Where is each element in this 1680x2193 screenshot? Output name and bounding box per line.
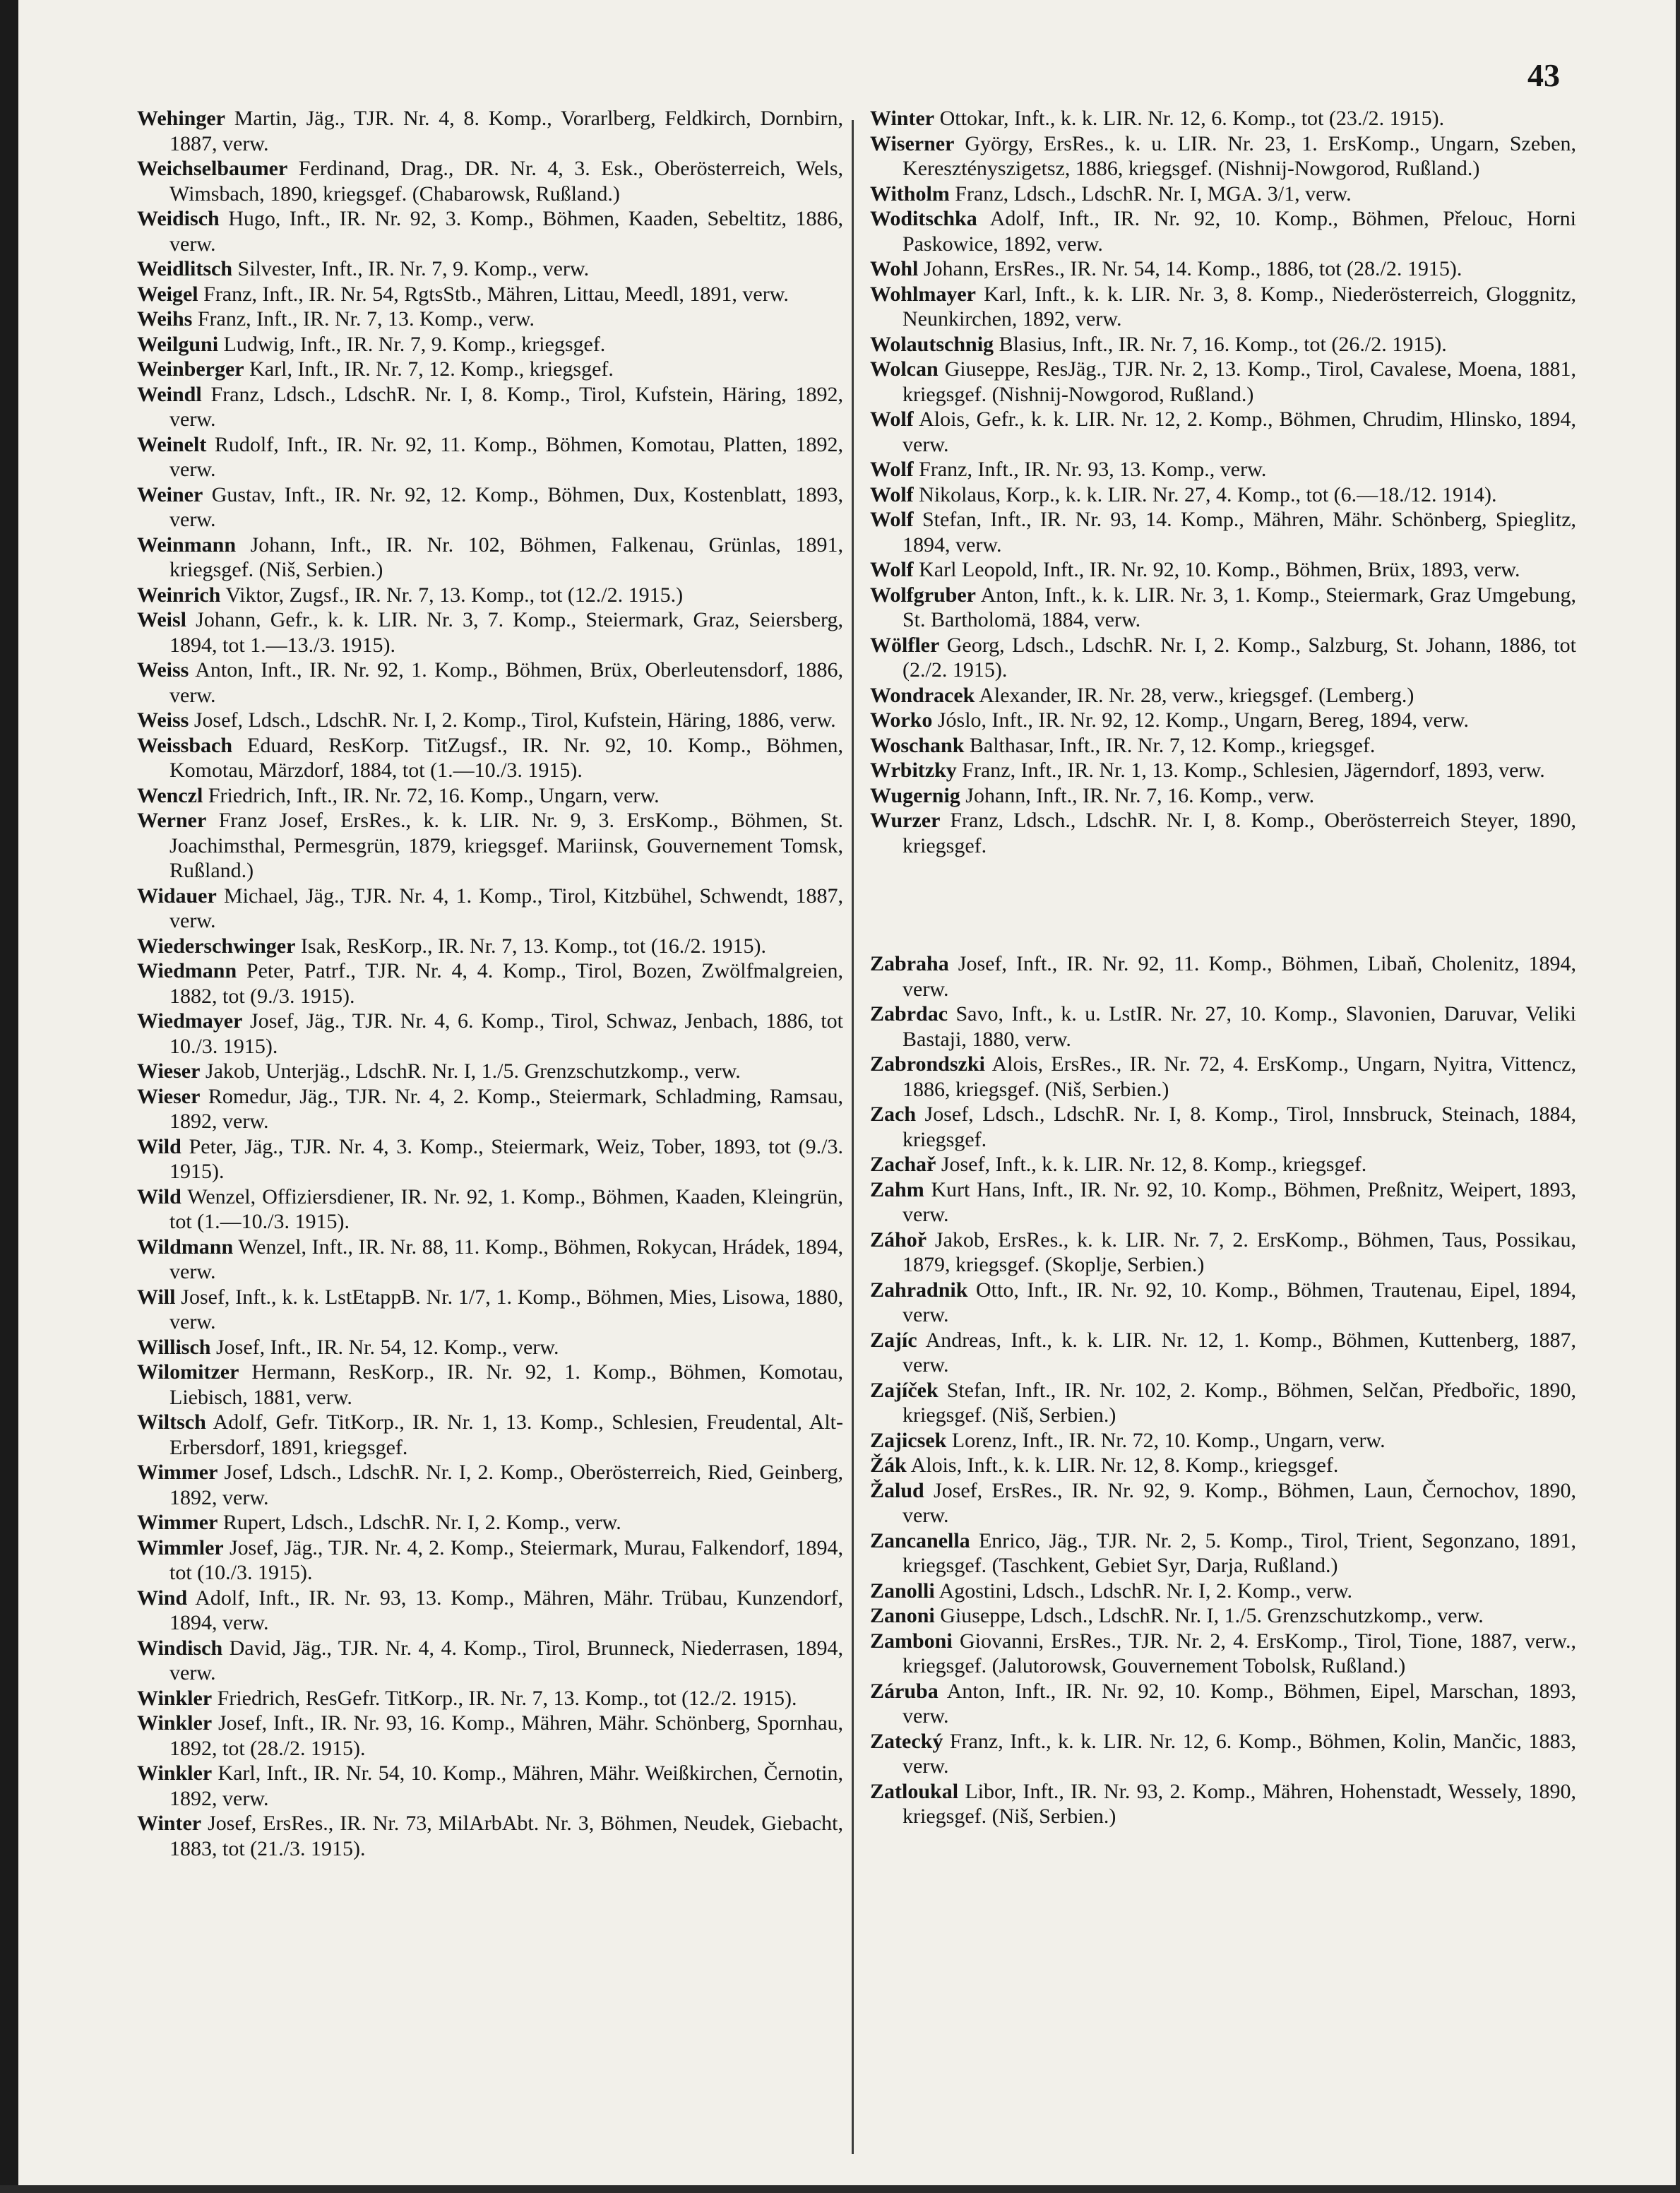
casualty-entry (137, 1059, 843, 1084)
entry-details: Alois, ErsRes., IR. Nr. 72, 4. ErsKomp., Ungarn, Nyitra, Vittencz, 1886, kriegsgef. (Niš, Serbien.) (902, 1052, 1576, 1101)
casualty-entry (870, 482, 1576, 508)
entry-surname: Wimmler (137, 1535, 224, 1559)
entry-surname: Weissbach (137, 733, 233, 757)
entry-details: Kurt Hans, Inft., IR. Nr. 92, 10. Komp., Böhmen, Preßnitz, Weipert, 1893, verw. (902, 1177, 1577, 1226)
entry-details: Jóslo, Inft., IR. Nr. 92, 12. Komp., Ungarn, Bereg, 1894, verw. (937, 708, 1469, 732)
casualty-entry (870, 357, 1576, 407)
casualty-entry (137, 783, 843, 809)
entry-details: Alois, Inft., k. k. LIR. Nr. 12, 8. Komp., kriegsgef. (910, 1454, 1339, 1477)
entry-surname: Wiedmann (137, 959, 237, 982)
entry-surname: Weinmann (137, 533, 237, 557)
entry-surname: Willisch (137, 1335, 211, 1359)
casualty-entry (137, 1811, 843, 1861)
entry-surname: Weinberger (137, 357, 244, 381)
entry-surname: Wolf (870, 458, 914, 481)
casualty-entry (870, 1629, 1576, 1679)
entry-surname: Wiederschwinger (137, 934, 296, 958)
entry-surname: Zahradnik (870, 1278, 968, 1302)
casualty-entry (137, 382, 843, 432)
column-divider (852, 120, 854, 2154)
entry-details: Silvester, Inft., IR. Nr. 7, 9. Komp., verw. (237, 257, 590, 280)
entry-surname: Wild (137, 1134, 181, 1158)
entry-surname: Weiss (137, 708, 189, 732)
entry-surname: Weinrich (137, 583, 221, 607)
entry-surname: Windisch (137, 1636, 223, 1660)
scan-edge-bottom (0, 2185, 1680, 2193)
entry-details: Eduard, ResKorp. TitZugsf., IR. Nr. 92, 10. Komp., Böhmen, Komotau, Märzdorf, 1884, tot (1.—10./3. 1915). (169, 733, 843, 782)
casualty-entry (137, 1009, 843, 1059)
entry-details: Ottokar, Inft., k. k. LIR. Nr. 12, 6. Komp., tot (23./2. 1915). (939, 107, 1445, 130)
casualty-entry (870, 1428, 1576, 1454)
entry-details: Anton, Inft., IR. Nr. 92, 10. Komp., Böhmen, Eipel, Marschan, 1893, verw. (902, 1679, 1576, 1728)
entry-details: Alois, Gefr., k. k. LIR. Nr. 12, 2. Komp., Böhmen, Chrudim, Hlinsko, 1894, verw. (902, 408, 1576, 456)
entry-surname: Wiltsch (137, 1410, 206, 1434)
entry-surname: Zahm (870, 1177, 924, 1201)
casualty-entry (870, 1052, 1576, 1102)
entry-details: Karl, Inft., IR. Nr. 54, 10. Komp., Mähren, Mähr. Weißkirchen, Černotin, 1892, verw. (169, 1761, 843, 1810)
entry-surname: Werner (137, 809, 207, 832)
entry-details: Michael, Jäg., TJR. Nr. 4, 1. Komp., Tirol, Kitzbühel, Schwendt, 1887, verw. (169, 884, 843, 932)
casualty-entry (870, 583, 1576, 633)
entry-surname: Weiner (137, 482, 203, 506)
casualty-entry (137, 1686, 843, 1711)
entry-surname: Wolcan (870, 357, 939, 381)
casualty-entry (137, 658, 843, 708)
casualty-entry (870, 1779, 1576, 1829)
entry-surname: Wolf (870, 558, 914, 581)
entry-details: Ludwig, Inft., IR. Nr. 7, 9. Komp., kriegsgef. (223, 332, 606, 356)
entry-details: Adolf, Inft., IR. Nr. 92, 10. Komp., Böhmen, Přelouc, Horni Paskowice, 1892, verw. (902, 207, 1576, 256)
casualty-entry (137, 958, 843, 1009)
entry-details: Josef, Inft., k. k. LstEtappB. Nr. 1/7, 1. Komp., Böhmen, Mies, Lisowa, 1880, verw. (169, 1285, 844, 1333)
entry-details: David, Jäg., TJR. Nr. 4, 4. Komp., Tirol, Brunneck, Niederrasen, 1894, verw. (169, 1636, 843, 1684)
entry-details: Franz, Inft., k. k. LIR. Nr. 12, 6. Komp., Böhmen, Kolin, Mančic, 1883, verw. (902, 1729, 1576, 1778)
entry-details: Josef, Ldsch., LdschR. Nr. I, 2. Komp., Tirol, Kufstein, Häring, 1886, verw. (193, 708, 836, 732)
casualty-entry (137, 583, 843, 608)
entry-surname: Winter (870, 107, 935, 130)
entry-surname: Zabrondszki (870, 1052, 985, 1076)
entry-surname: Wind (137, 1586, 188, 1610)
casualty-entry (870, 758, 1576, 783)
casualty-entry (870, 1228, 1576, 1278)
entry-details: Martin, Jäg., TJR. Nr. 4, 8. Komp., Vorarlberg, Feldkirch, Dornbirn, 1887, verw. (169, 107, 844, 155)
casualty-entry (870, 206, 1576, 256)
casualty-entry (870, 733, 1576, 759)
entry-details: Josef, Inft., k. k. LIR. Nr. 12, 8. Komp., kriegsgef. (941, 1153, 1367, 1176)
entry-surname: Zachař (870, 1153, 936, 1176)
casualty-entry (137, 1285, 843, 1335)
entry-details: Hugo, Inft., IR. Nr. 92, 3. Komp., Böhmen, Kaaden, Sebeltitz, 1886, verw. (169, 207, 843, 256)
entry-surname: Wildmann (137, 1235, 234, 1259)
entry-surname: Weichselbaumer (137, 157, 288, 180)
entry-details: Giovanni, ErsRes., TJR. Nr. 2, 4. ErsKomp., Tirol, Tione, 1887, verw., kriegsgef. (Jalutorowsk, Gouvernement Tobolsk, Rußland.) (902, 1629, 1576, 1677)
entry-surname: Wenczl (137, 783, 203, 807)
casualty-entry (870, 1528, 1576, 1579)
entry-surname: Zamboni (870, 1629, 953, 1653)
entry-surname: Záruba (870, 1679, 939, 1703)
casualty-entry (870, 633, 1576, 683)
casualty-entry (137, 282, 843, 307)
entry-surname: Weinelt (137, 432, 207, 456)
entry-surname: Zatloukal (870, 1779, 959, 1803)
casualty-entry (137, 1134, 843, 1184)
entry-surname: Wolfgruber (870, 583, 976, 607)
casualty-entry (870, 407, 1576, 457)
entry-surname: Wölfler (870, 633, 940, 657)
casualty-entry (137, 1761, 843, 1811)
entry-surname: Winter (137, 1812, 202, 1835)
entry-surname: Wolf (870, 508, 914, 531)
entry-details: Josef, Jäg., TJR. Nr. 4, 6. Komp., Tirol, Schwaz, Jenbach, 1886, tot 10./3. 1915). (169, 1009, 844, 1058)
entry-details: Alexander, IR. Nr. 28, verw., kriegsgef. (Lemberg.) (979, 683, 1414, 707)
entry-details: György, ErsRes., k. u. LIR. Nr. 23, 1. ErsKomp., Ungarn, Szeben, Keresztényszigetsz, 1886, kriegsgef. (Nishnij-Nowgorod, Rußland.) (902, 131, 1577, 180)
entry-surname: Wild (137, 1184, 181, 1208)
casualty-entry (870, 1603, 1576, 1629)
entry-surname: Will (137, 1285, 176, 1309)
entry-surname: Weilguni (137, 332, 219, 356)
entry-details: Hermann, ResKorp., IR. Nr. 92, 1. Komp., Böhmen, Komotau, Liebisch, 1881, verw. (169, 1360, 844, 1409)
casualty-entry (137, 1636, 843, 1686)
casualty-entry (137, 332, 843, 357)
entry-surname: Wimmer (137, 1511, 218, 1534)
right-column-w-section (870, 106, 1576, 858)
entry-surname: Wrbitzky (870, 759, 957, 782)
entry-surname: Winkler (137, 1686, 213, 1710)
casualty-entry (137, 733, 843, 783)
entry-details: Peter, Patrf., TJR. Nr. 4, 4. Komp., Tirol, Bozen, Zwölfmalgreien, 1882, tot (9./3. 1915). (169, 959, 843, 1008)
casualty-entry (137, 1510, 843, 1535)
entry-details: Friedrich, Inft., IR. Nr. 72, 16. Komp., Ungarn, verw. (208, 783, 660, 807)
casualty-entry (137, 106, 843, 156)
entry-surname: Widauer (137, 884, 217, 908)
casualty-entry (137, 307, 843, 332)
entry-surname: Zanolli (870, 1579, 935, 1603)
casualty-entry (137, 206, 843, 256)
casualty-entry (870, 332, 1576, 357)
casualty-entry (870, 106, 1576, 131)
entry-details: Josef, ErsRes., IR. Nr. 92, 9. Komp., Böhmen, Laun, Černochov, 1890, verw. (902, 1478, 1576, 1527)
casualty-entry (137, 482, 843, 533)
entry-details: Romedur, Jäg., TJR. Nr. 4, 2. Komp., Steiermark, Schladming, Ramsau, 1892, verw. (169, 1084, 844, 1133)
casualty-entry (870, 1679, 1576, 1729)
entry-surname: Wilomitzer (137, 1360, 239, 1384)
entry-details: Johann, Inft., IR. Nr. 102, Böhmen, Falkenau, Grünlas, 1891, kriegsgef. (Niš, Serbien.) (169, 533, 843, 581)
entry-surname: Weindl (137, 382, 202, 406)
entry-details: Adolf, Inft., IR. Nr. 93, 13. Komp., Mähren, Mähr. Trübau, Kunzendorf, 1894, verw. (169, 1586, 843, 1634)
casualty-entry (870, 1328, 1576, 1378)
scan-edge-right (1676, 0, 1680, 2193)
entry-details: Balthasar, Inft., IR. Nr. 7, 12. Komp., kriegsgef. (969, 733, 1376, 757)
casualty-entry (137, 607, 843, 658)
casualty-entry (870, 1152, 1576, 1177)
entry-details: Andreas, Inft., k. k. LIR. Nr. 12, 1. Komp., Böhmen, Kuttenberg, 1887, verw. (902, 1328, 1576, 1377)
entry-surname: Wohlmayer (870, 282, 976, 306)
entry-surname: Zabraha (870, 952, 949, 975)
entry-details: Jakob, Unterjäg., LdschR. Nr. I, 1./5. Grenzschutzkomp., verw. (205, 1059, 741, 1083)
entry-details: Franz, Ldsch., LdschR. Nr. I, 8. Komp., Tirol, Kufstein, Häring, 1892, verw. (169, 382, 844, 431)
entry-surname: Wolautschnig (870, 332, 994, 356)
entry-surname: Zach (870, 1103, 917, 1126)
casualty-entry (870, 1378, 1576, 1428)
entry-details: Franz, Ldsch., LdschR. Nr. I, 8. Komp., Oberösterreich Steyer, 1890, kriegsgef. (902, 809, 1576, 857)
entry-details: Otto, Inft., IR. Nr. 92, 10. Komp., Böhmen, Trautenau, Eipel, 1894, verw. (902, 1278, 1577, 1326)
casualty-entry (137, 884, 843, 934)
casualty-entry (137, 808, 843, 884)
casualty-entry (137, 1410, 843, 1460)
entry-details: Karl, Inft., IR. Nr. 7, 12. Komp., kriegsgef. (249, 357, 614, 381)
entry-details: Franz, Inft., IR. Nr. 7, 13. Komp., verw. (197, 307, 535, 331)
entry-surname: Worko (870, 708, 933, 732)
entry-surname: Wehinger (137, 107, 225, 130)
casualty-entry (870, 182, 1576, 207)
casualty-entry (870, 282, 1576, 332)
entry-details: Wenzel, Inft., IR. Nr. 88, 11. Komp., Böhmen, Rokycan, Hrádek, 1894, verw. (169, 1235, 843, 1283)
casualty-entry (137, 256, 843, 282)
entry-surname: Wiedmayer (137, 1009, 243, 1033)
entry-surname: Wimmer (137, 1461, 218, 1484)
casualty-entry (137, 1235, 843, 1285)
entry-details: Giuseppe, Ldsch., LdschR. Nr. I, 1./5. Grenzschutzkomp., verw. (940, 1604, 1484, 1627)
casualty-entry (870, 507, 1576, 557)
entry-details: Josef, Jäg., TJR. Nr. 4, 2. Komp., Steiermark, Murau, Falkendorf, 1894, tot (10./3. 1915). (169, 1535, 843, 1584)
entry-surname: Winkler (137, 1761, 213, 1785)
entry-details: Josef, Ldsch., LdschR. Nr. I, 8. Komp., Tirol, Innsbruck, Steinach, 1884, kriegsgef. (902, 1103, 1577, 1151)
casualty-entry (137, 1711, 843, 1761)
entry-details: Viktor, Zugsf., IR. Nr. 7, 13. Komp., tot (12./2. 1915.) (225, 583, 684, 607)
entry-surname: Weisl (137, 608, 187, 631)
entry-surname: Weigel (137, 282, 198, 306)
entry-surname: Zatecký (870, 1729, 943, 1753)
entry-surname: Witholm (870, 182, 950, 206)
entry-details: Karl, Inft., k. k. LIR. Nr. 3, 8. Komp., Niederösterreich, Gloggnitz, Neunkirchen, 1892, verw. (902, 282, 1577, 331)
section-gap (870, 858, 1576, 951)
entry-details: Rupert, Ldsch., LdschR. Nr. I, 2. Komp., verw. (222, 1511, 621, 1534)
entry-details: Ferdinand, Drag., DR. Nr. 4, 3. Esk., Oberösterreich, Wels, Wimsbach, 1890, kriegsgef. (Chabarowsk, Rußland.) (169, 157, 844, 206)
casualty-entry (137, 533, 843, 583)
entry-details: Isak, ResKorp., IR. Nr. 7, 13. Komp., tot (16./2. 1915). (300, 934, 767, 958)
entry-details: Rudolf, Inft., IR. Nr. 92, 11. Komp., Böhmen, Komotau, Platten, 1892, verw. (169, 432, 843, 481)
entry-details: Jakob, ErsRes., k. k. LIR. Nr. 7, 2. ErsKomp., Böhmen, Taus, Possikau, 1879, kriegsgef. (Skoplje, Serbien.) (902, 1228, 1576, 1276)
casualty-entry (137, 708, 843, 733)
casualty-entry (137, 1084, 843, 1134)
entry-surname: Wieser (137, 1059, 201, 1083)
casualty-entry (137, 1460, 843, 1510)
casualty-entry (870, 1102, 1576, 1152)
casualty-entry (870, 1002, 1576, 1052)
casualty-entry (870, 1177, 1576, 1228)
entry-details: Franz, Inft., IR. Nr. 54, RgtsStb., Mähren, Littau, Meedl, 1891, verw. (203, 282, 789, 306)
entry-details: Enrico, Jäg., TJR. Nr. 2, 5. Komp., Tirol, Trient, Segonzano, 1891, kriegsgef. (Taschkent, Gebiet Syr, Darja, Rußland.) (902, 1528, 1576, 1577)
entry-surname: Žalud (870, 1478, 924, 1502)
entry-details: Franz Josef, ErsRes., k. k. LIR. Nr. 9, 3. ErsKomp., Böhmen, St. Joachimsthal, Permesgrün, 1879, kriegsgef. Mariinsk, Gouvernement Tomsk, Rußland.) (169, 809, 843, 882)
casualty-entry (870, 1729, 1576, 1779)
entry-details: Anton, Inft., IR. Nr. 92, 1. Komp., Böhmen, Brüx, Oberleutensdorf, 1886, verw. (169, 658, 843, 707)
entry-details: Johann, Gefr., k. k. LIR. Nr. 3, 7. Komp., Steiermark, Graz, Seiersberg, 1894, tot 1.—13./3. 1915). (169, 608, 844, 657)
entry-surname: Zajíc (870, 1328, 917, 1352)
casualty-entry (870, 1453, 1576, 1478)
casualty-entry (870, 783, 1576, 809)
entry-surname: Weihs (137, 307, 193, 331)
entry-surname: Wondracek (870, 683, 975, 707)
casualty-entry (870, 951, 1576, 1002)
entry-details: Johann, ErsRes., IR. Nr. 54, 14. Komp., 1886, tot (28./2. 1915). (923, 257, 1462, 280)
entry-details: Lorenz, Inft., IR. Nr. 72, 10. Komp., Ungarn, verw. (951, 1428, 1386, 1452)
casualty-entry (137, 1535, 843, 1586)
entry-details: Adolf, Gefr. TitKorp., IR. Nr. 1, 13. Komp., Schlesien, Freudental, Alt-Erbersdorf, 1891, kriegsgef. (169, 1410, 843, 1459)
entry-surname: Žák (870, 1454, 907, 1477)
entry-details: Friedrich, ResGefr. TitKorp., IR. Nr. 7, 13. Komp., tot (12./2. 1915). (217, 1686, 797, 1710)
entry-details: Johann, Inft., IR. Nr. 7, 16. Komp., verw. (965, 783, 1315, 807)
casualty-entry (870, 708, 1576, 733)
entry-details: Anton, Inft., k. k. LIR. Nr. 3, 1. Komp., Steiermark, Graz Umgebung, St. Bartholomä, 1884, verw. (902, 583, 1576, 631)
entry-surname: Záhoř (870, 1228, 927, 1252)
entry-details: Josef, Inft., IR. Nr. 54, 12. Komp., verw. (215, 1335, 559, 1359)
casualty-entry (870, 557, 1576, 583)
entry-surname: Zajicsek (870, 1428, 947, 1452)
casualty-entry (137, 357, 843, 382)
entry-surname: Woschank (870, 733, 965, 757)
entry-surname: Zanoni (870, 1604, 935, 1627)
entry-details: Josef, Ldsch., LdschR. Nr. I, 2. Komp., Oberösterreich, Ried, Geinberg, 1892, verw. (169, 1461, 843, 1509)
casualty-entry (137, 432, 843, 482)
casualty-entry (870, 457, 1576, 482)
entry-surname: Wieser (137, 1084, 201, 1108)
casualty-entry (870, 1579, 1576, 1604)
entry-details: Wenzel, Offiziersdiener, IR. Nr. 92, 1. Komp., Böhmen, Kaaden, Kleingrün, tot (1.—10./3. 1915). (169, 1184, 843, 1233)
entry-surname: Winkler (137, 1711, 213, 1735)
scan-edge-left (0, 0, 18, 2193)
entry-details: Georg, Ldsch., LdschR. Nr. I, 2. Komp., Salzburg, St. Johann, 1886, tot (2./2. 1915). (902, 633, 1577, 682)
casualty-entry (137, 1360, 843, 1410)
casualty-entry (870, 808, 1576, 858)
entry-details: Stefan, Inft., IR. Nr. 102, 2. Komp., Böhmen, Selčan, Předbořic, 1890, kriegsgef. (Niš, Serbien.) (902, 1378, 1576, 1427)
casualty-entry (870, 683, 1576, 708)
casualty-entry (870, 1478, 1576, 1528)
entry-details: Karl Leopold, Inft., IR. Nr. 92, 10. Komp., Böhmen, Brüx, 1893, verw. (919, 558, 1520, 581)
left-column (137, 106, 843, 1861)
entry-details: Giuseppe, ResJäg., TJR. Nr. 2, 13. Komp., Tirol, Cavalese, Moena, 1881, kriegsgef. (Nishnij-Nowgorod, Rußland.) (902, 357, 1576, 406)
entry-surname: Zancanella (870, 1528, 970, 1552)
entry-surname: Wurzer (870, 809, 941, 832)
right-column-z-section (870, 951, 1576, 1829)
entry-details: Josef, Inft., IR. Nr. 92, 11. Komp., Böhmen, Libaň, Cholenitz, 1894, verw. (902, 952, 1577, 1001)
entry-details: Nikolaus, Korp., k. k. LIR. Nr. 27, 4. Komp., tot (6.—18./12. 1914). (919, 482, 1497, 506)
right-column (870, 106, 1576, 1829)
entry-surname: Weiss (137, 658, 189, 682)
entry-details: Stefan, Inft., IR. Nr. 93, 14. Komp., Mähren, Mähr. Schönberg, Spieglitz, 1894, verw. (902, 508, 1577, 557)
entry-details: Agostini, Ldsch., LdschR. Nr. I, 2. Komp., verw. (939, 1579, 1353, 1603)
entry-surname: Wiserner (870, 131, 955, 155)
casualty-entry (870, 256, 1576, 282)
page-number: 43 (1527, 57, 1560, 93)
entry-details: Josef, ErsRes., IR. Nr. 73, MilArbAbt. Nr. 3, Böhmen, Neudek, Giebacht, 1883, tot (21./3. 1915). (169, 1812, 843, 1860)
entry-surname: Wohl (870, 257, 919, 280)
entry-surname: Zajíček (870, 1378, 939, 1402)
entry-details: Gustav, Inft., IR. Nr. 92, 12. Komp., Böhmen, Dux, Kostenblatt, 1893, verw. (169, 482, 844, 531)
entry-surname: Wolf (870, 408, 914, 431)
entry-surname: Weidlitsch (137, 257, 233, 280)
casualty-entry (137, 1335, 843, 1360)
entry-surname: Wolf (870, 482, 914, 506)
entry-details: Josef, Inft., IR. Nr. 93, 16. Komp., Mähren, Mähr. Schönberg, Spornhau, 1892, tot (28./2. 1915). (169, 1711, 843, 1760)
entry-details: Franz, Inft., IR. Nr. 1, 13. Komp., Schlesien, Jägerndorf, 1893, verw. (962, 759, 1545, 782)
casualty-entry (870, 131, 1576, 182)
casualty-entry (137, 934, 843, 959)
entry-surname: Wugernig (870, 783, 960, 807)
casualty-entry (137, 1586, 843, 1636)
entry-surname: Weidisch (137, 207, 220, 230)
entry-details: Savo, Inft., k. u. LstIR. Nr. 27, 10. Komp., Slavonien, Daruvar, Veliki Bastaji, 1880, verw. (902, 1002, 1576, 1051)
casualty-entry (870, 1278, 1576, 1328)
entry-details: Peter, Jäg., TJR. Nr. 4, 3. Komp., Steiermark, Weiz, Tober, 1893, tot (9./3. 1915). (169, 1134, 844, 1183)
entry-details: Franz, Inft., IR. Nr. 93, 13. Komp., verw. (919, 458, 1267, 481)
entry-details: Franz, Ldsch., LdschR. Nr. I, MGA. 3/1, verw. (955, 182, 1352, 206)
casualty-entry (137, 1184, 843, 1235)
casualty-entry (137, 156, 843, 206)
entry-surname: Woditschka (870, 207, 977, 230)
entry-details: Libor, Inft., IR. Nr. 93, 2. Komp., Mähren, Hohenstadt, Wessely, 1890, kriegsgef. (Niš, Serbien.) (902, 1779, 1576, 1828)
entry-surname: Zabrdac (870, 1002, 948, 1026)
entry-details: Blasius, Inft., IR. Nr. 7, 16. Komp., tot (26./2. 1915). (999, 332, 1447, 356)
